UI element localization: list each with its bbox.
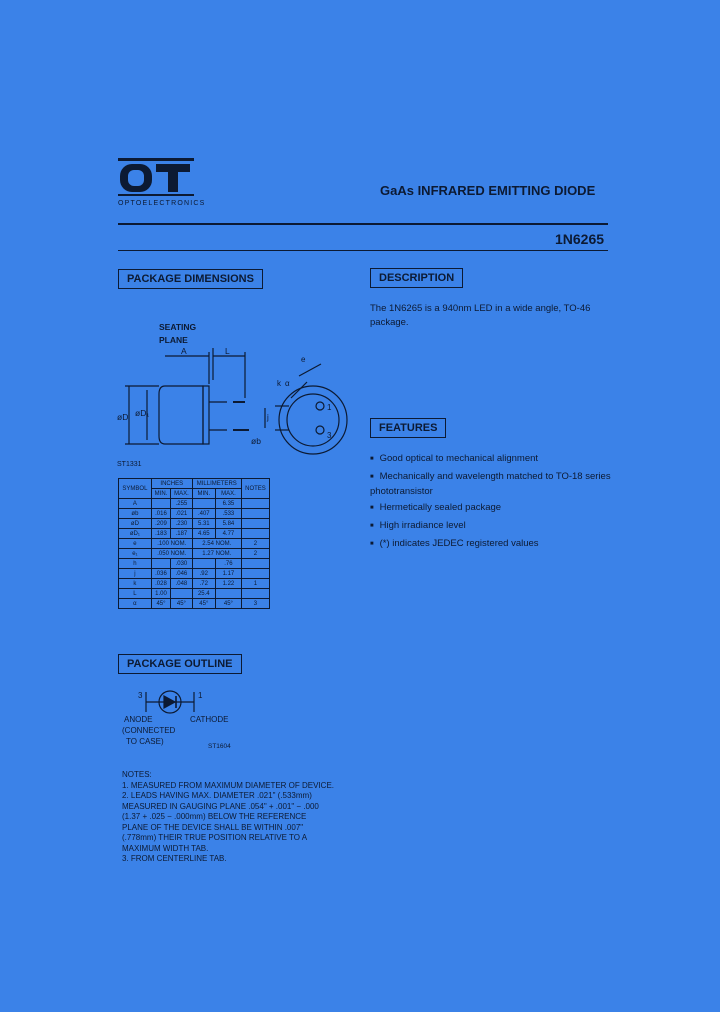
- table-cell: .76: [215, 559, 241, 569]
- table-subheader: MAX.: [171, 489, 193, 499]
- notes-block: [122, 770, 362, 865]
- table-cell: [192, 559, 215, 569]
- table-cell: 2: [241, 539, 269, 549]
- table-cell: .187: [171, 529, 193, 539]
- table-cell: 45°: [215, 599, 241, 609]
- pin-3-label: 3: [327, 431, 332, 440]
- table-cell: .036: [151, 569, 170, 579]
- dim-alpha-label: α: [285, 379, 290, 388]
- table-cell: 4.77: [215, 529, 241, 539]
- table-cell: .048: [171, 579, 193, 589]
- to-case-label: TO CASE): [126, 737, 164, 746]
- dim-b-label: øb: [251, 436, 261, 446]
- table-cell: .030: [171, 559, 193, 569]
- table-cell: .92: [192, 569, 215, 579]
- table-cell: 1: [241, 579, 269, 589]
- dim-j-label: j: [267, 413, 269, 422]
- table-cell: [151, 499, 170, 509]
- table-cell: k: [119, 579, 152, 589]
- table-header: NOTES: [241, 479, 269, 499]
- table-cell: 5.84: [215, 519, 241, 529]
- table-cell: øD₁: [119, 529, 152, 539]
- note-item: 3. FROM CENTERLINE TAB.: [122, 854, 227, 863]
- table-row: [119, 599, 270, 609]
- table-cell: 2: [241, 549, 269, 559]
- title-rule: [118, 223, 608, 225]
- feature-item: ■ (*) indicates JEDEC registered values: [370, 537, 620, 552]
- table-cell: øb: [119, 509, 152, 519]
- table-cell: [241, 529, 269, 539]
- table-cell: .183: [151, 529, 170, 539]
- table-cell: 2.54 NOM.: [192, 539, 241, 549]
- table-row: [119, 549, 270, 559]
- table-cell: [215, 589, 241, 599]
- dim-e-label: e: [301, 355, 306, 364]
- table-header: INCHES: [151, 479, 192, 489]
- cathode-label: CATHODE: [190, 715, 229, 724]
- table-cell: .72: [192, 579, 215, 589]
- table-subheader: MAX.: [215, 489, 241, 499]
- table-cell: h: [119, 559, 152, 569]
- table-cell: α: [119, 599, 152, 609]
- table-cell: [241, 499, 269, 509]
- table-cell: .046: [171, 569, 193, 579]
- dimensions-table: [118, 478, 270, 609]
- table-row: [119, 519, 270, 529]
- pin-1-label: 1: [327, 403, 332, 412]
- table-cell: 25.4: [192, 589, 215, 599]
- table-cell: L: [119, 589, 152, 599]
- table-cell: [241, 589, 269, 599]
- package-outline-diagram: [118, 688, 258, 754]
- table-cell: .050 NOM.: [151, 549, 192, 559]
- table-cell: 1.27 NOM.: [192, 549, 241, 559]
- table-row: [119, 569, 270, 579]
- package-outline-heading: PACKAGE OUTLINE: [118, 654, 242, 674]
- table-row: [119, 499, 270, 509]
- dim-d1-label: øD₁: [135, 408, 150, 418]
- table-cell: [241, 559, 269, 569]
- table-cell: A: [119, 499, 152, 509]
- table-cell: .100 NOM.: [151, 539, 192, 549]
- feature-item: ■ High irradiance level: [370, 519, 620, 534]
- table-header: SYMBOL: [119, 479, 152, 499]
- table-cell: 1.17: [215, 569, 241, 579]
- table-cell: [171, 589, 193, 599]
- plane-label: PLANE: [159, 335, 188, 345]
- table-cell: e: [119, 539, 152, 549]
- table-cell: j: [119, 569, 152, 579]
- dim-l-label: L: [225, 346, 230, 356]
- outline-pin-3: 3: [138, 691, 143, 700]
- notes-heading: NOTES:: [122, 770, 152, 779]
- table-cell: e₁: [119, 549, 152, 559]
- table-cell: 1.00: [151, 589, 170, 599]
- table-row: [119, 579, 270, 589]
- table-row: [119, 529, 270, 539]
- table-cell: [241, 519, 269, 529]
- feature-item: ■ Hermetically sealed package: [370, 501, 620, 516]
- table-cell: .209: [151, 519, 170, 529]
- note-item: 1. MEASURED FROM MAXIMUM DIAMETER OF DEVICE.: [122, 780, 335, 790]
- table-header-row: [119, 479, 270, 489]
- table-cell: .255: [171, 499, 193, 509]
- table-cell: [192, 499, 215, 509]
- part-number: 1N6265: [555, 231, 605, 247]
- table-cell: [151, 559, 170, 569]
- feature-item: ■ Good optical to mechanical alignment: [370, 452, 620, 467]
- outline-code: ST1604: [208, 743, 231, 750]
- table-subheader: MIN.: [151, 489, 170, 499]
- table-cell: øD: [119, 519, 152, 529]
- table-cell: 3: [241, 599, 269, 609]
- logo-text: OPTOELECTRONICS: [118, 200, 206, 207]
- table-cell: .028: [151, 579, 170, 589]
- table-cell: .021: [171, 509, 193, 519]
- package-dimensions-heading: PACKAGE DIMENSIONS: [118, 269, 263, 289]
- table-cell: 6.35: [215, 499, 241, 509]
- connected-label: (CONNECTED: [122, 726, 176, 735]
- table-cell: [241, 569, 269, 579]
- outline-pin-1: 1: [198, 691, 203, 700]
- table-cell: .016: [151, 509, 170, 519]
- table-row: [119, 509, 270, 519]
- features-heading: FEATURES: [370, 418, 446, 438]
- feature-item: ■ Mechanically and wavelength matched to TO-18 series phototransistor: [370, 470, 620, 498]
- description-heading: DESCRIPTION: [370, 268, 463, 288]
- table-row: [119, 589, 270, 599]
- table-cell: 4.65: [192, 529, 215, 539]
- dim-d-label: øD: [117, 412, 129, 422]
- table-cell: .407: [192, 509, 215, 519]
- part-rule: [118, 250, 608, 251]
- dim-a-label: A: [181, 346, 187, 356]
- page-title: GaAs INFRARED EMITTING DIODE: [380, 183, 596, 198]
- description-text: The 1N6265 is a 940nm LED in a wide angle, TO-46 package.: [370, 303, 591, 328]
- table-cell: 5.31: [192, 519, 215, 529]
- table-cell: 45°: [192, 599, 215, 609]
- table-cell: 45°: [171, 599, 193, 609]
- features-list: [370, 452, 620, 555]
- table-row: [119, 559, 270, 569]
- table-subheader: MIN.: [192, 489, 215, 499]
- seating-label: SEATING: [159, 322, 197, 332]
- table-row: [119, 539, 270, 549]
- drawing-code: ST1331: [117, 461, 142, 468]
- dim-k-label: k: [277, 379, 281, 388]
- table-cell: 45°: [151, 599, 170, 609]
- table-cell: .230: [171, 519, 193, 529]
- note-item: 2. LEADS HAVING MAX. DIAMETER .021" (.533mm) MEASURED IN GAUGING PLANE .054" + .001" − .000 (1.37 + .025 − .000mm) BELOW THE REFERENCE PLANE OF THE DEVICE SHALL BE WITHIN .007" (.778mm) THEIR TRUE POSITION RELATIVE TO A MAXIMUM WIDTH TAB.: [122, 791, 319, 853]
- table-cell: [241, 509, 269, 519]
- table-cell: 1.22: [215, 579, 241, 589]
- table-header: MILLIMETERS: [192, 479, 241, 489]
- package-dimensions-drawing: [115, 318, 360, 470]
- table-cell: .533: [215, 509, 241, 519]
- anode-label: ANODE: [124, 715, 153, 724]
